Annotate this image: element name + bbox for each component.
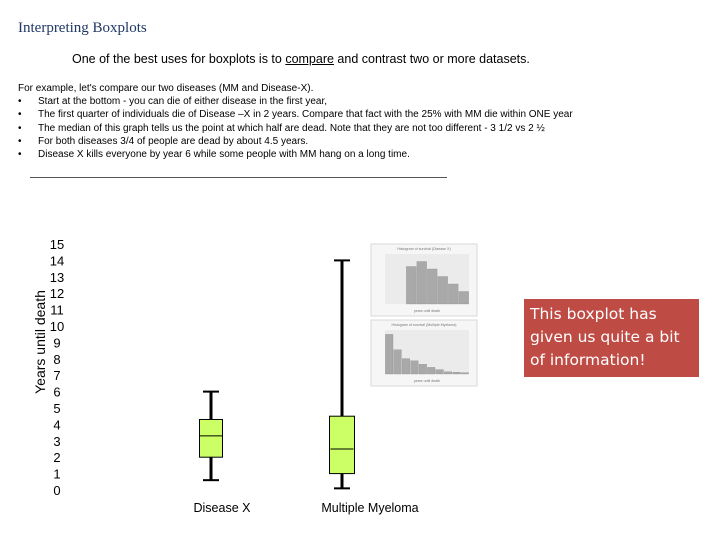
y-tick-label: 5	[53, 401, 61, 416]
inset-histogram	[371, 320, 477, 386]
inset-bar	[427, 269, 437, 304]
callout-line: given us quite a bit	[530, 328, 680, 346]
bullet-item: • Start at the bottom - you can die of either disease in the first year,	[18, 95, 573, 108]
inset-axis-label: years until death	[413, 309, 441, 313]
boxplot-chart	[30, 230, 480, 530]
intro-text: For example, let's compare our two diseases (MM and Disease-X).	[18, 83, 314, 94]
inset-axis-label: years until death	[413, 379, 441, 383]
inset-histogram	[371, 244, 477, 316]
inset-bar	[436, 370, 444, 374]
subtitle-post: and contrast two or more datasets.	[333, 52, 530, 66]
x-tick-label: Multiple Myeloma	[321, 501, 419, 515]
y-tick-label: 11	[50, 302, 64, 318]
inset-bar	[385, 334, 393, 374]
bullet-item: • The median of this graph tells us the point at which half are dead. Note that they are not too different - 3 1/2 vs 2 ½	[18, 122, 573, 135]
box-disease-x	[200, 392, 223, 481]
inset-bar	[419, 364, 427, 374]
divider	[30, 177, 447, 178]
inset-bar	[427, 367, 435, 374]
callout-line: This boxplot has	[530, 305, 657, 323]
x-tick-label: Disease X	[193, 501, 251, 515]
inset-bar	[417, 262, 427, 305]
inset-bar	[461, 373, 469, 374]
y-tick-label: 8	[53, 351, 61, 367]
inset-bar	[448, 284, 458, 304]
inset-bar	[406, 267, 416, 305]
box-multiple-myeloma	[330, 260, 355, 488]
inset-bar	[438, 277, 448, 305]
y-tick-label: 7	[53, 368, 61, 384]
y-tick-label: 10	[49, 319, 65, 334]
subtitle	[72, 52, 530, 66]
bullet-list	[18, 95, 573, 161]
bullet-item: • Disease X kills everyone by year 6 while some people with MM hang on a long time.	[18, 148, 573, 161]
inset-bar	[444, 372, 452, 374]
inset-title: Histogram of survival (Disease X)	[397, 247, 451, 251]
y-tick-label: 12	[49, 286, 65, 302]
y-tick-label: 2	[53, 450, 61, 466]
y-tick-label: 0	[53, 483, 61, 498]
bullet-item: • For both diseases 3/4 of people are dead by about 4.5 years.	[18, 135, 573, 148]
callout-box	[524, 299, 699, 377]
y-tick-label: 4	[53, 417, 61, 433]
subtitle-underlined: compare	[285, 52, 334, 66]
inset-bar	[394, 350, 402, 374]
inset-bar	[402, 359, 410, 374]
bullet-item: • The first quarter of individuals die of Disease –X in 2 years. Compare that fact with the 25% with MM die within ONE year	[18, 108, 573, 121]
box-iqr	[200, 419, 223, 457]
y-tick-label: 9	[53, 335, 61, 351]
subtitle-pre: One of the best uses for boxplots is to	[72, 52, 286, 66]
y-tick-label: 14	[49, 253, 65, 269]
callout-line: of information!	[530, 351, 646, 369]
y-tick-label: 15	[49, 237, 65, 252]
inset-bar	[453, 372, 461, 374]
y-tick-label: 1	[53, 466, 61, 482]
inset-bar	[459, 292, 469, 305]
y-tick-label: 6	[53, 384, 61, 400]
page-title: Interpreting Boxplots	[18, 20, 147, 36]
inset-title: Histogram of survival (Multiple Myeloma)	[391, 323, 457, 327]
inset-bar	[411, 361, 419, 374]
y-axis-label: Years until death	[32, 290, 48, 394]
y-tick-label: 13	[49, 269, 65, 285]
y-tick-label: 3	[53, 433, 61, 449]
box-iqr	[330, 416, 355, 473]
